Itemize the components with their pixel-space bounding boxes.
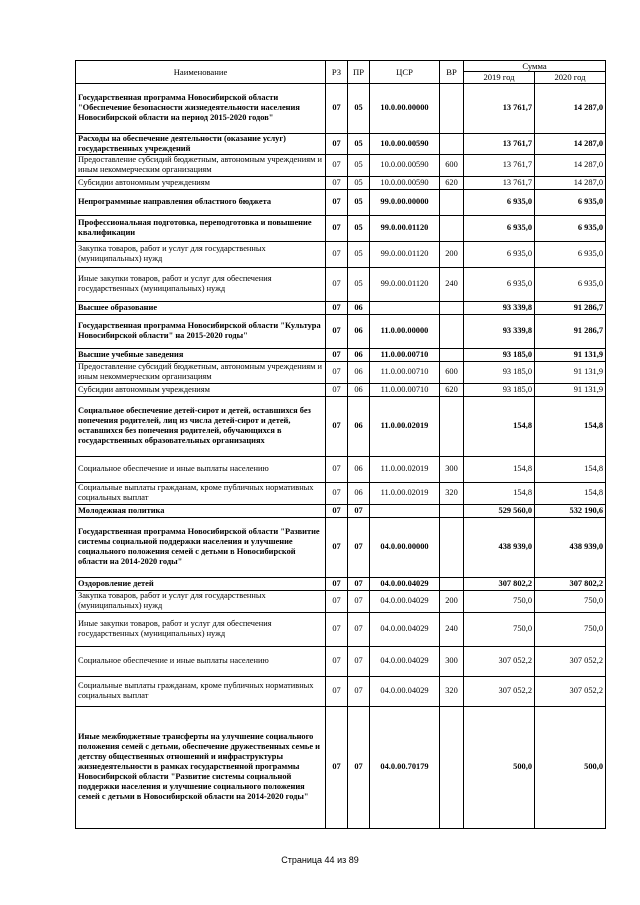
cell-name: Предоставление субсидий бюджетным, автономным учреждениям и иным некоммерческим организациям <box>76 154 326 176</box>
cell-sum-2019: 6 935,0 <box>464 267 535 301</box>
cell-pr: 05 <box>348 267 370 301</box>
cell-rz: 07 <box>326 267 348 301</box>
cell-vr: 320 <box>440 676 464 706</box>
cell-csr: 04.0.00.70179 <box>370 706 440 828</box>
header-rz: РЗ <box>326 61 348 84</box>
cell-name: Иные закупки товаров, работ и услуг для обеспечения государственных (муниципальных) нужд <box>76 267 326 301</box>
cell-sum-2020: 14 287,0 <box>535 154 606 176</box>
cell-name: Высшее образование <box>76 301 326 314</box>
cell-csr: 11.0.00.00710 <box>370 361 440 383</box>
table-row <box>76 154 606 176</box>
cell-sum-2019: 154,8 <box>464 396 535 456</box>
cell-sum-2019: 13 761,7 <box>464 83 535 133</box>
cell-vr: 620 <box>440 176 464 189</box>
cell-vr <box>440 517 464 577</box>
cell-sum-2020: 154,8 <box>535 456 606 482</box>
cell-csr: 11.0.00.00710 <box>370 348 440 361</box>
cell-vr: 320 <box>440 482 464 504</box>
cell-sum-2020: 307 802,2 <box>535 577 606 590</box>
cell-rz: 07 <box>326 456 348 482</box>
cell-csr: 04.0.00.04029 <box>370 676 440 706</box>
budget-table <box>75 60 606 829</box>
header-year-2020: 2020 год <box>535 72 606 83</box>
cell-pr: 05 <box>348 241 370 267</box>
cell-sum-2019: 500,0 <box>464 706 535 828</box>
cell-sum-2020: 438 939,0 <box>535 517 606 577</box>
cell-sum-2020: 500,0 <box>535 706 606 828</box>
cell-sum-2019: 93 185,0 <box>464 361 535 383</box>
cell-name: Субсидии автономным учреждениям <box>76 176 326 189</box>
cell-name: Государственная программа Новосибирской области "Культура Новосибирской области" на 2015-2020 годы" <box>76 314 326 348</box>
cell-sum-2020: 91 131,9 <box>535 361 606 383</box>
cell-sum-2019: 13 761,7 <box>464 176 535 189</box>
cell-sum-2019: 6 935,0 <box>464 189 535 215</box>
cell-pr: 06 <box>348 383 370 396</box>
cell-vr: 240 <box>440 267 464 301</box>
table-row <box>76 314 606 348</box>
table-row <box>76 301 606 314</box>
cell-sum-2019: 93 185,0 <box>464 348 535 361</box>
cell-csr: 11.0.00.00710 <box>370 383 440 396</box>
cell-sum-2020: 532 190,6 <box>535 504 606 517</box>
cell-sum-2019: 154,8 <box>464 456 535 482</box>
cell-vr <box>440 348 464 361</box>
header-year-2019: 2019 год <box>464 72 535 83</box>
cell-name: Социальное обеспечение и иные выплаты населению <box>76 646 326 676</box>
header-pr: ПР <box>348 61 370 84</box>
table-row <box>76 706 606 828</box>
cell-name: Предоставление субсидий бюджетным, автономным учреждениям и иным некоммерческим организациям <box>76 361 326 383</box>
cell-rz: 07 <box>326 706 348 828</box>
cell-sum-2019: 93 185,0 <box>464 383 535 396</box>
cell-sum-2019: 13 761,7 <box>464 133 535 154</box>
cell-vr: 300 <box>440 456 464 482</box>
table-row <box>76 590 606 612</box>
table-row <box>76 83 606 133</box>
cell-pr: 05 <box>348 176 370 189</box>
cell-rz: 07 <box>326 612 348 646</box>
cell-pr: 06 <box>348 348 370 361</box>
cell-vr <box>440 215 464 241</box>
cell-vr <box>440 577 464 590</box>
cell-name: Социальные выплаты гражданам, кроме публичных нормативных социальных выплат <box>76 482 326 504</box>
cell-pr: 06 <box>348 482 370 504</box>
table-row <box>76 612 606 646</box>
cell-sum-2019: 307 052,2 <box>464 646 535 676</box>
cell-pr: 07 <box>348 706 370 828</box>
cell-rz: 07 <box>326 154 348 176</box>
cell-vr: 200 <box>440 590 464 612</box>
cell-pr: 06 <box>348 361 370 383</box>
cell-rz: 07 <box>326 482 348 504</box>
cell-vr <box>440 189 464 215</box>
cell-pr: 07 <box>348 646 370 676</box>
cell-pr: 07 <box>348 517 370 577</box>
cell-sum-2020: 14 287,0 <box>535 133 606 154</box>
cell-pr: 07 <box>348 676 370 706</box>
cell-csr: 04.0.00.04029 <box>370 590 440 612</box>
cell-sum-2020: 307 052,2 <box>535 646 606 676</box>
cell-vr <box>440 396 464 456</box>
cell-sum-2019: 750,0 <box>464 612 535 646</box>
cell-vr <box>440 83 464 133</box>
cell-csr: 99.0.00.01120 <box>370 215 440 241</box>
table-row <box>76 189 606 215</box>
cell-name: Социальное обеспечение и иные выплаты населению <box>76 456 326 482</box>
cell-rz: 07 <box>326 83 348 133</box>
cell-rz: 07 <box>326 215 348 241</box>
cell-pr: 07 <box>348 577 370 590</box>
cell-csr <box>370 504 440 517</box>
cell-rz: 07 <box>326 133 348 154</box>
cell-csr: 10.0.00.00590 <box>370 154 440 176</box>
cell-name: Закупка товаров, работ и услуг для государственных (муниципальных) нужд <box>76 590 326 612</box>
cell-name: Иные межбюджетные трансферты на улучшение социального положения семей с детьми, обеспечение дружественных семье и детству общественных отношений и инфраструктуры жизнедеятельности в рамках государственной программы Новосибирской области "Развитие системы социальной поддержки населения и улучшение социального положения семей с детьми в Новосибирской области на 2014-2020 годы" <box>76 706 326 828</box>
cell-sum-2020: 91 131,9 <box>535 348 606 361</box>
cell-csr: 10.0.00.00590 <box>370 133 440 154</box>
table-row <box>76 676 606 706</box>
cell-name: Государственная программа Новосибирской области "Развитие системы социальной поддержки населения и улучшение социального положения семей с детьми в Новосибирской области на 2014-2020 годы" <box>76 517 326 577</box>
cell-pr: 06 <box>348 301 370 314</box>
cell-sum-2020: 6 935,0 <box>535 241 606 267</box>
table-row <box>76 504 606 517</box>
table-row <box>76 267 606 301</box>
cell-csr: 10.0.00.00000 <box>370 83 440 133</box>
table-row <box>76 361 606 383</box>
cell-sum-2020: 91 131,9 <box>535 383 606 396</box>
cell-csr: 04.0.00.00000 <box>370 517 440 577</box>
cell-name: Расходы на обеспечение деятельности (оказание услуг) государственных учреждений <box>76 133 326 154</box>
cell-csr: 11.0.00.02019 <box>370 482 440 504</box>
cell-csr: 99.0.00.00000 <box>370 189 440 215</box>
table-body <box>76 83 606 828</box>
table-row <box>76 482 606 504</box>
cell-rz: 07 <box>326 361 348 383</box>
cell-vr: 200 <box>440 241 464 267</box>
cell-csr: 11.0.00.02019 <box>370 456 440 482</box>
cell-sum-2019: 750,0 <box>464 590 535 612</box>
cell-pr: 06 <box>348 396 370 456</box>
cell-pr: 05 <box>348 83 370 133</box>
cell-pr: 06 <box>348 314 370 348</box>
cell-pr: 05 <box>348 133 370 154</box>
cell-sum-2020: 91 286,7 <box>535 314 606 348</box>
cell-rz: 07 <box>326 396 348 456</box>
cell-name: Закупка товаров, работ и услуг для государственных (муниципальных) нужд <box>76 241 326 267</box>
cell-sum-2020: 307 052,2 <box>535 676 606 706</box>
cell-name: Молодежная политика <box>76 504 326 517</box>
table-row <box>76 383 606 396</box>
cell-name: Оздоровление детей <box>76 577 326 590</box>
cell-sum-2019: 93 339,8 <box>464 301 535 314</box>
cell-sum-2020: 750,0 <box>535 612 606 646</box>
cell-sum-2019: 6 935,0 <box>464 215 535 241</box>
cell-csr: 04.0.00.04029 <box>370 612 440 646</box>
table-row <box>76 396 606 456</box>
cell-name: Социальное обеспечение детей-сирот и детей, оставшихся без попечения родителей, лиц из числа детей-сирот и детей, оставшихся без попечения родителей, обучающихся в государственных образовательных организациях <box>76 396 326 456</box>
page-footer: Страница 44 из 89 <box>281 855 359 865</box>
cell-name: Профессиональная подготовка, переподготовка и повышение квалификации <box>76 215 326 241</box>
cell-vr: 240 <box>440 612 464 646</box>
cell-rz: 07 <box>326 241 348 267</box>
cell-sum-2019: 93 339,8 <box>464 314 535 348</box>
cell-pr: 05 <box>348 154 370 176</box>
cell-rz: 07 <box>326 189 348 215</box>
cell-sum-2019: 6 935,0 <box>464 241 535 267</box>
cell-name: Государственная программа Новосибирской области "Обеспечение безопасности жизнедеятельности населения Новосибирской области на период 2015-2020 годов" <box>76 83 326 133</box>
cell-rz: 07 <box>326 383 348 396</box>
cell-rz: 07 <box>326 348 348 361</box>
cell-name: Субсидии автономным учреждениям <box>76 383 326 396</box>
cell-pr: 05 <box>348 215 370 241</box>
cell-pr: 06 <box>348 456 370 482</box>
cell-csr: 04.0.00.04029 <box>370 646 440 676</box>
table-row <box>76 517 606 577</box>
cell-sum-2020: 6 935,0 <box>535 189 606 215</box>
header-csr: ЦСР <box>370 61 440 84</box>
cell-vr: 300 <box>440 646 464 676</box>
table-row <box>76 348 606 361</box>
cell-rz: 07 <box>326 176 348 189</box>
cell-csr <box>370 301 440 314</box>
cell-name: Социальные выплаты гражданам, кроме публичных нормативных социальных выплат <box>76 676 326 706</box>
table-row <box>76 241 606 267</box>
cell-vr: 600 <box>440 361 464 383</box>
header-vr: ВР <box>440 61 464 84</box>
cell-vr <box>440 706 464 828</box>
cell-rz: 07 <box>326 577 348 590</box>
table-row <box>76 646 606 676</box>
cell-vr <box>440 314 464 348</box>
table-row <box>76 176 606 189</box>
table-row <box>76 577 606 590</box>
cell-csr: 11.0.00.00000 <box>370 314 440 348</box>
table-row <box>76 133 606 154</box>
cell-csr: 04.0.00.04029 <box>370 577 440 590</box>
cell-csr: 10.0.00.00590 <box>370 176 440 189</box>
cell-csr: 11.0.00.02019 <box>370 396 440 456</box>
cell-vr <box>440 133 464 154</box>
cell-name: Высшие учебные заведения <box>76 348 326 361</box>
cell-sum-2020: 154,8 <box>535 482 606 504</box>
cell-sum-2019: 13 761,7 <box>464 154 535 176</box>
cell-name: Иные закупки товаров, работ и услуг для обеспечения государственных (муниципальных) нужд <box>76 612 326 646</box>
cell-sum-2020: 154,8 <box>535 396 606 456</box>
cell-vr: 620 <box>440 383 464 396</box>
cell-vr <box>440 504 464 517</box>
cell-csr: 99.0.00.01120 <box>370 241 440 267</box>
header-sum: Сумма <box>464 61 606 72</box>
cell-sum-2019: 307 052,2 <box>464 676 535 706</box>
cell-sum-2019: 529 560,0 <box>464 504 535 517</box>
cell-sum-2019: 438 939,0 <box>464 517 535 577</box>
header-name: Наименование <box>76 61 326 84</box>
cell-rz: 07 <box>326 301 348 314</box>
cell-vr <box>440 301 464 314</box>
cell-sum-2020: 6 935,0 <box>535 215 606 241</box>
cell-rz: 07 <box>326 646 348 676</box>
cell-sum-2020: 750,0 <box>535 590 606 612</box>
cell-rz: 07 <box>326 676 348 706</box>
cell-pr: 07 <box>348 590 370 612</box>
cell-rz: 07 <box>326 517 348 577</box>
cell-csr: 99.0.00.01120 <box>370 267 440 301</box>
cell-pr: 07 <box>348 612 370 646</box>
table-row <box>76 456 606 482</box>
cell-rz: 07 <box>326 504 348 517</box>
cell-sum-2019: 154,8 <box>464 482 535 504</box>
cell-pr: 07 <box>348 504 370 517</box>
cell-pr: 05 <box>348 189 370 215</box>
cell-sum-2020: 91 286,7 <box>535 301 606 314</box>
cell-sum-2020: 14 287,0 <box>535 176 606 189</box>
cell-sum-2020: 14 287,0 <box>535 83 606 133</box>
cell-vr: 600 <box>440 154 464 176</box>
table-row <box>76 215 606 241</box>
cell-rz: 07 <box>326 590 348 612</box>
cell-rz: 07 <box>326 314 348 348</box>
cell-sum-2020: 6 935,0 <box>535 267 606 301</box>
cell-name: Непрограммные направления областного бюджета <box>76 189 326 215</box>
cell-sum-2019: 307 802,2 <box>464 577 535 590</box>
